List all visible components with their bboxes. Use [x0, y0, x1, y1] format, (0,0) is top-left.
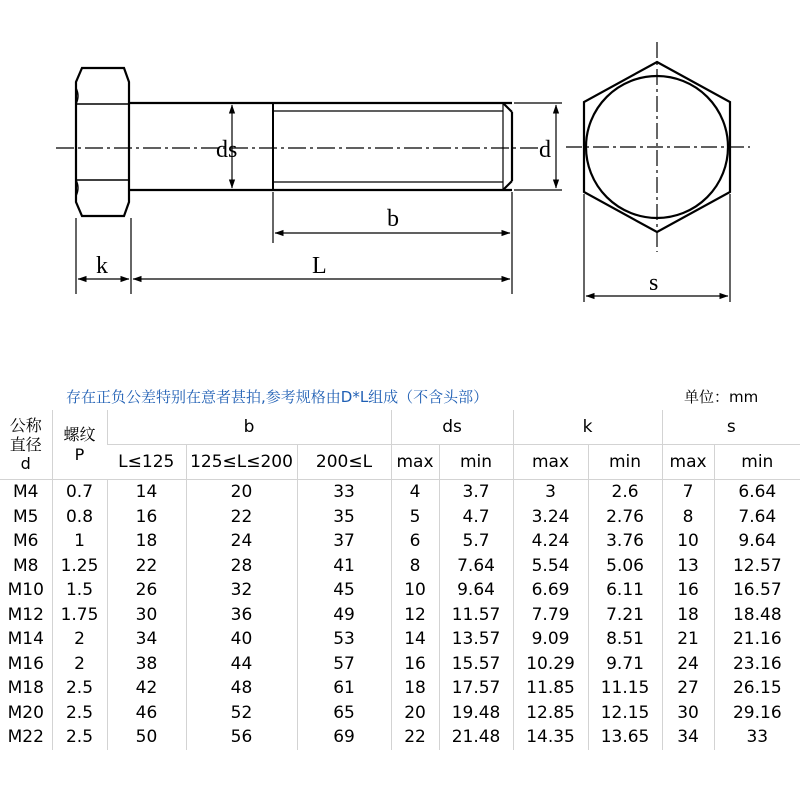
table-row — [0, 505, 800, 530]
subheader-ds-max: max — [391, 445, 439, 480]
cell-ds-min: 4.7 — [439, 505, 513, 530]
label-b: b — [387, 206, 399, 232]
table-row — [0, 578, 800, 603]
cell-ds-min: 15.57 — [439, 652, 513, 677]
cell-s-max: 10 — [662, 529, 714, 554]
cell-size: M5 — [13, 506, 39, 527]
cell-k-max: 10.29 — [513, 652, 588, 677]
cell-b-le125: 38 — [107, 652, 186, 677]
cell-s-min: 33 — [714, 725, 800, 750]
bolt-technical-drawing — [0, 0, 800, 372]
cell-b-125-200: 48 — [186, 676, 297, 701]
cell-b-125-200: 28 — [186, 554, 297, 579]
cell-ds-min: 13.57 — [439, 627, 513, 652]
cell-b-le125: 46 — [107, 701, 186, 726]
cell-ds-max: 4 — [391, 480, 439, 505]
cell-b-125-200: 32 — [186, 578, 297, 603]
cell-s-min: 26.15 — [714, 676, 800, 701]
cell-s-min: 7.64 — [714, 505, 800, 530]
cell-b-ge200: 65 — [297, 701, 391, 726]
cell-s-max: 7 — [662, 480, 714, 505]
cell-s-max: 18 — [662, 603, 714, 628]
cell-pitch: 1 — [52, 529, 107, 554]
header-thread-pitch: 螺纹 P — [52, 410, 107, 480]
cell-b-le125: 50 — [107, 725, 186, 750]
cell-s-min: 29.16 — [714, 701, 800, 726]
cell-k-max: 11.85 — [513, 676, 588, 701]
label-d: d — [539, 137, 551, 163]
cell-s-min: 6.64 — [714, 480, 800, 505]
cell-pitch: 1.5 — [52, 578, 107, 603]
cell-b-125-200: 44 — [186, 652, 297, 677]
cell-ds-max: 16 — [391, 652, 439, 677]
cell-b-ge200: 57 — [297, 652, 391, 677]
label-k: k — [96, 253, 108, 279]
tolerance-note: 存在正负公差特别在意者甚拍,参考规格由D*L组成（不含头部） — [66, 388, 489, 406]
cell-b-le125: 34 — [107, 627, 186, 652]
cell-b-ge200: 53 — [297, 627, 391, 652]
cell-b-ge200: 37 — [297, 529, 391, 554]
hex-center-lines — [566, 42, 750, 252]
cell-pitch: 2.5 — [52, 701, 107, 726]
subheader-b-le125: L≤125 — [107, 445, 186, 480]
cell-ds-min: 7.64 — [439, 554, 513, 579]
header-s: s — [662, 410, 800, 445]
cell-s-min: 9.64 — [714, 529, 800, 554]
cell-size: M10 — [7, 580, 44, 601]
label-s: s — [649, 270, 659, 296]
cell-b-125-200: 22 — [186, 505, 297, 530]
cell-size: M16 — [7, 653, 44, 674]
cell-b-125-200: 56 — [186, 725, 297, 750]
d-dimension — [514, 103, 562, 190]
header-nominal-diameter: 公称 直径 d — [0, 410, 52, 480]
cell-b-ge200: 41 — [297, 554, 391, 579]
cell-size: M22 — [7, 727, 44, 748]
cell-ds-max: 5 — [391, 505, 439, 530]
cell-size: M20 — [7, 702, 44, 723]
cell-k-min: 6.11 — [588, 578, 662, 603]
subheader-s-min: min — [714, 445, 800, 480]
bolt-side-view — [76, 68, 512, 216]
cell-b-125-200: 52 — [186, 701, 297, 726]
cell-s-max: 27 — [662, 676, 714, 701]
unit-label: 单位：mm — [684, 388, 759, 406]
cell-ds-min: 5.7 — [439, 529, 513, 554]
cell-b-ge200: 61 — [297, 676, 391, 701]
cell-ds-min: 17.57 — [439, 676, 513, 701]
cell-b-ge200: 33 — [297, 480, 391, 505]
cell-size: M14 — [7, 629, 44, 650]
cell-b-125-200: 40 — [186, 627, 297, 652]
cell-s-max: 16 — [662, 578, 714, 603]
cell-pitch: 0.8 — [52, 505, 107, 530]
subheader-k-min: min — [588, 445, 662, 480]
cell-pitch: 2 — [52, 652, 107, 677]
table-row — [0, 676, 800, 701]
cell-ds-max: 22 — [391, 725, 439, 750]
cell-b-125-200: 20 — [186, 480, 297, 505]
cell-ds-min: 21.48 — [439, 725, 513, 750]
cell-pitch: 0.7 — [52, 480, 107, 505]
cell-b-ge200: 49 — [297, 603, 391, 628]
label-L: L — [312, 253, 327, 279]
cell-k-min: 2.76 — [588, 505, 662, 530]
cell-s-max: 13 — [662, 554, 714, 579]
table-row — [0, 725, 800, 750]
cell-k-min: 12.15 — [588, 701, 662, 726]
cell-b-le125: 26 — [107, 578, 186, 603]
cell-k-max: 3.24 — [513, 505, 588, 530]
cell-pitch: 2.5 — [52, 676, 107, 701]
cell-s-max: 24 — [662, 652, 714, 677]
cell-pitch: 1.25 — [52, 554, 107, 579]
table-row — [0, 652, 800, 677]
cell-k-max: 9.09 — [513, 627, 588, 652]
table-row — [0, 554, 800, 579]
header-b: b — [107, 410, 391, 445]
cell-ds-max: 18 — [391, 676, 439, 701]
cell-ds-min: 11.57 — [439, 603, 513, 628]
cell-ds-min: 9.64 — [439, 578, 513, 603]
cell-s-max: 34 — [662, 725, 714, 750]
table-row — [0, 480, 800, 505]
cell-b-ge200: 69 — [297, 725, 391, 750]
bolt-head-outline — [76, 68, 129, 216]
cell-k-max: 4.24 — [513, 529, 588, 554]
cell-k-min: 7.21 — [588, 603, 662, 628]
cell-k-max: 3 — [513, 480, 588, 505]
bolt-spec-table — [0, 410, 800, 750]
table-row — [0, 603, 800, 628]
cell-s-max: 8 — [662, 505, 714, 530]
cell-k-max: 6.69 — [513, 578, 588, 603]
subheader-b-ge200: 200≤L — [297, 445, 391, 480]
cell-ds-max: 20 — [391, 701, 439, 726]
spec-table-body — [0, 480, 800, 750]
cell-pitch: 2 — [52, 627, 107, 652]
cell-b-le125: 16 — [107, 505, 186, 530]
cell-b-le125: 22 — [107, 554, 186, 579]
cell-size: M6 — [13, 531, 39, 552]
cell-k-min: 5.06 — [588, 554, 662, 579]
cell-k-max: 5.54 — [513, 554, 588, 579]
cell-ds-max: 6 — [391, 529, 439, 554]
cell-pitch: 2.5 — [52, 725, 107, 750]
cell-b-ge200: 35 — [297, 505, 391, 530]
cell-s-min: 23.16 — [714, 652, 800, 677]
cell-k-min: 3.76 — [588, 529, 662, 554]
header-ds: ds — [391, 410, 513, 445]
cell-s-min: 12.57 — [714, 554, 800, 579]
cell-ds-max: 8 — [391, 554, 439, 579]
cell-ds-max: 14 — [391, 627, 439, 652]
cell-b-le125: 18 — [107, 529, 186, 554]
cell-k-min: 13.65 — [588, 725, 662, 750]
cell-pitch: 1.75 — [52, 603, 107, 628]
cell-size: M4 — [13, 482, 39, 503]
cell-s-min: 21.16 — [714, 627, 800, 652]
cell-s-max: 21 — [662, 627, 714, 652]
cell-k-min: 2.6 — [588, 480, 662, 505]
cell-ds-min: 3.7 — [439, 480, 513, 505]
subheader-k-max: max — [513, 445, 588, 480]
cell-b-le125: 30 — [107, 603, 186, 628]
cell-size: M12 — [7, 604, 44, 625]
cell-b-le125: 42 — [107, 676, 186, 701]
header-k: k — [513, 410, 662, 445]
cell-size: M18 — [7, 678, 44, 699]
cell-ds-max: 12 — [391, 603, 439, 628]
cell-b-ge200: 45 — [297, 578, 391, 603]
cell-size: M8 — [13, 555, 39, 576]
subheader-ds-min: min — [439, 445, 513, 480]
cell-k-min: 9.71 — [588, 652, 662, 677]
cell-s-min: 16.57 — [714, 578, 800, 603]
cell-k-min: 11.15 — [588, 676, 662, 701]
cell-ds-max: 10 — [391, 578, 439, 603]
table-row — [0, 627, 800, 652]
k-L-dimension — [76, 218, 512, 294]
cell-k-max: 12.85 — [513, 701, 588, 726]
table-row — [0, 529, 800, 554]
label-ds: ds — [216, 137, 238, 163]
cell-s-min: 18.48 — [714, 603, 800, 628]
cell-ds-min: 19.48 — [439, 701, 513, 726]
cell-b-125-200: 24 — [186, 529, 297, 554]
table-row — [0, 701, 800, 726]
cell-k-min: 8.51 — [588, 627, 662, 652]
cell-b-le125: 14 — [107, 480, 186, 505]
subheader-s-max: max — [662, 445, 714, 480]
cell-s-max: 30 — [662, 701, 714, 726]
cell-b-125-200: 36 — [186, 603, 297, 628]
cell-k-max: 7.79 — [513, 603, 588, 628]
subheader-b-125-200: 125≤L≤200 — [186, 445, 297, 480]
cell-k-max: 14.35 — [513, 725, 588, 750]
